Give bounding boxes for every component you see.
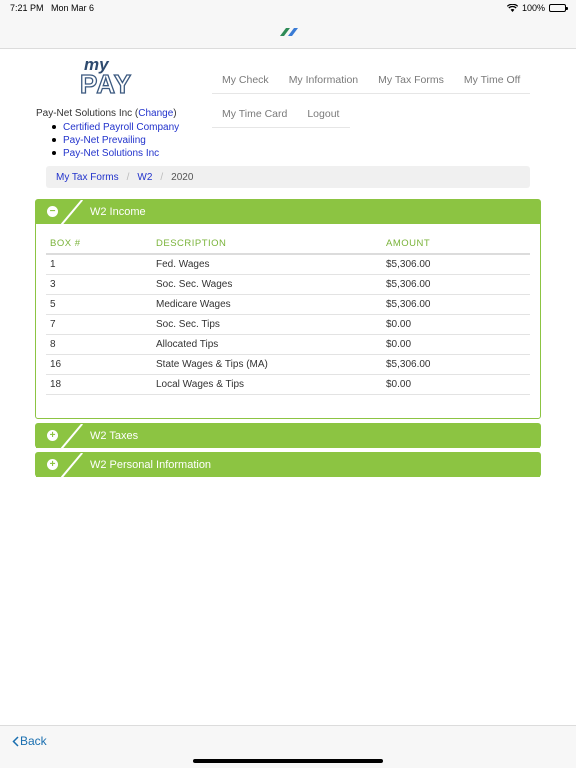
chevron-left-icon <box>12 736 19 747</box>
cell-description: State Wages & Tips (MA) <box>152 354 382 374</box>
status-time: 7:21 PM <box>10 3 44 13</box>
header-box: BOX # <box>46 234 152 254</box>
cell-amount: $5,306.00 <box>382 354 530 374</box>
cell-amount: $5,306.00 <box>382 254 530 274</box>
menu-item-my-check[interactable]: My Check <box>222 73 269 86</box>
cell-description: Medicare Wages <box>152 294 382 314</box>
divider-slash <box>60 424 84 448</box>
top-navigation-bar <box>0 16 576 49</box>
w2-income-title: W2 Income <box>90 206 146 218</box>
expand-icon[interactable]: + <box>47 430 58 441</box>
logo-my-text: my <box>84 55 109 74</box>
expand-icon[interactable]: + <box>47 459 58 470</box>
main-menu <box>212 66 530 128</box>
cell-box: 1 <box>46 254 152 274</box>
company-link-paynet-solutions[interactable]: Pay-Net Solutions Inc <box>52 147 179 160</box>
table-row <box>46 274 530 294</box>
table-header-row <box>46 234 530 254</box>
w2-income-panel <box>35 199 541 419</box>
divider-slash <box>60 200 84 224</box>
cell-box: 16 <box>46 354 152 374</box>
cell-amount: $5,306.00 <box>382 274 530 294</box>
mypay-logo <box>80 55 142 99</box>
battery-icon <box>549 4 566 12</box>
table-row <box>46 334 530 354</box>
table-row <box>46 374 530 394</box>
w2-income-table <box>46 234 530 395</box>
cell-box: 18 <box>46 374 152 394</box>
menu-item-logout[interactable]: Logout <box>307 107 340 120</box>
menu-item-my-time-card[interactable]: My Time Card <box>222 107 288 120</box>
company-link-paynet-prevailing[interactable]: Pay-Net Prevailing <box>52 134 179 147</box>
status-date: Mon Mar 6 <box>51 3 95 13</box>
cell-description: Local Wages & Tips <box>152 374 382 394</box>
cell-description: Soc. Sec. Wages <box>152 274 382 294</box>
breadcrumb <box>46 166 530 188</box>
company-selector <box>36 108 177 119</box>
table-row <box>46 314 530 334</box>
w2-taxes-panel <box>35 423 541 448</box>
cell-box: 8 <box>46 334 152 354</box>
wifi-icon <box>507 4 518 12</box>
back-label: Back <box>20 734 47 748</box>
cell-amount: $0.00 <box>382 374 530 394</box>
cell-description: Soc. Sec. Tips <box>152 314 382 334</box>
status-right <box>507 3 566 13</box>
divider-slash <box>60 453 84 477</box>
table-row <box>46 354 530 374</box>
cell-description: Allocated Tips <box>152 334 382 354</box>
battery-percent: 100% <box>521 3 545 13</box>
w2-personal-info-header[interactable] <box>36 453 540 477</box>
app-logo-icon <box>279 26 299 38</box>
breadcrumb-w2[interactable]: W2 <box>137 171 153 183</box>
cell-amount: $0.00 <box>382 334 530 354</box>
back-button[interactable] <box>12 734 47 748</box>
w2-taxes-title: W2 Taxes <box>90 430 139 442</box>
w2-personal-info-panel <box>35 452 541 477</box>
status-bar <box>0 0 576 16</box>
w2-income-header[interactable] <box>36 200 540 224</box>
menu-item-my-tax-forms[interactable]: My Tax Forms <box>378 73 444 86</box>
header-description: DESCRIPTION <box>152 234 382 254</box>
change-company-link[interactable]: Change <box>138 108 174 119</box>
w2-taxes-header[interactable] <box>36 424 540 448</box>
cell-amount: $0.00 <box>382 314 530 334</box>
breadcrumb-my-tax-forms[interactable]: My Tax Forms <box>56 171 119 183</box>
company-list <box>52 121 179 160</box>
company-close-paren: ) <box>173 108 177 119</box>
menu-row-1 <box>212 66 530 94</box>
w2-personal-info-title: W2 Personal Information <box>90 459 212 471</box>
menu-item-my-information[interactable]: My Information <box>288 73 359 86</box>
breadcrumb-separator: / <box>126 171 130 183</box>
cell-box: 7 <box>46 314 152 334</box>
cell-box: 5 <box>46 294 152 314</box>
collapse-icon[interactable]: − <box>47 206 58 217</box>
bottom-toolbar <box>0 725 576 768</box>
home-indicator[interactable] <box>193 759 383 763</box>
logo-pay-text: PAY <box>80 69 133 99</box>
breadcrumb-current-year: 2020 <box>171 171 194 183</box>
company-name: Pay-Net Solutions Inc ( <box>36 108 139 119</box>
header-amount: AMOUNT <box>382 234 530 254</box>
breadcrumb-separator: / <box>160 171 164 183</box>
cell-amount: $5,306.00 <box>382 294 530 314</box>
table-row <box>46 294 530 314</box>
menu-item-my-time-off[interactable]: My Time Off <box>463 73 521 86</box>
menu-row-2 <box>212 100 350 128</box>
cell-description: Fed. Wages <box>152 254 382 274</box>
company-link-certified-payroll[interactable]: Certified Payroll Company <box>52 121 179 134</box>
cell-box: 3 <box>46 274 152 294</box>
table-row <box>46 254 530 274</box>
